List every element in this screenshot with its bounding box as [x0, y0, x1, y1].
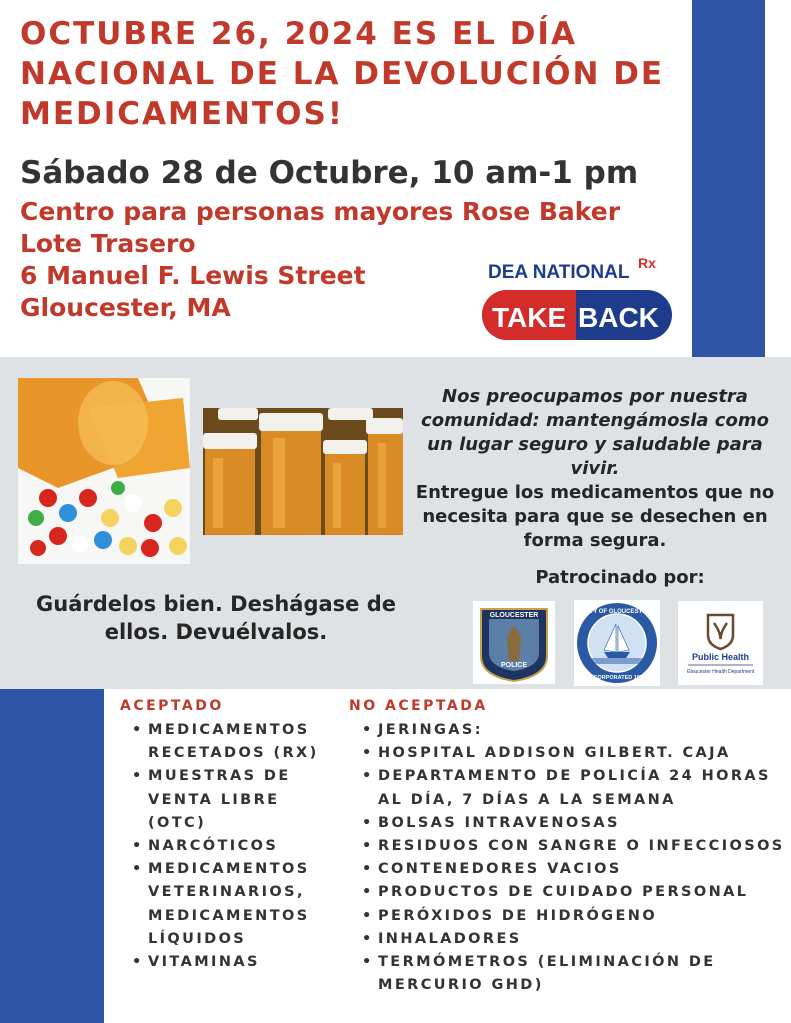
svg-text:Public Health: Public Health	[691, 652, 750, 662]
list-item: • NARCÓTICOS	[130, 835, 340, 858]
list-item: • RESIDUOS CON SANGRE O INFECCIOSOS	[360, 835, 788, 858]
address-line-street: 6 Manuel F. Lewis Street	[20, 261, 366, 290]
svg-text:POLICE: POLICE	[500, 662, 528, 669]
logo-rx: Rx	[638, 255, 656, 271]
blue-accent-bar-bottom	[0, 689, 104, 1023]
list-item: • PRODUCTOS DE CUIDADO PERSONAL	[360, 881, 788, 904]
motto: Guárdelos bien. Deshágase de ellos. Devuélvalos.	[36, 592, 396, 644]
accepted-list	[130, 719, 340, 974]
logo-back: BACK	[578, 302, 659, 333]
list-item: • HOSPITAL ADDISON GILBERT. CAJA	[360, 742, 788, 765]
dea-takeback-logo	[478, 246, 678, 346]
gloucester-police-badge	[473, 601, 555, 684]
list-item: • BOLSAS INTRAVENOSAS	[360, 812, 788, 835]
headline: OCTUBRE 26, 2024 ES EL DÍA NACIONAL DE LA DEVOLUCIÓN DE MEDICAMENTOS!	[20, 16, 665, 132]
city-of-gloucester-seal	[574, 600, 660, 686]
address-line-venue: Centro para personas mayores Rose Baker	[20, 197, 621, 226]
list-item: • CONTENEDORES VACIOS	[360, 858, 788, 881]
svg-text:GLOUCESTER: GLOUCESTER	[489, 612, 539, 619]
list-item: • MEDICAMENTOS VETERINARIOS, MEDICAMENTOS LÍQUIDOS	[130, 858, 340, 951]
blue-accent-bar	[692, 0, 765, 357]
not-accepted-heading: NO ACEPTADA	[349, 698, 488, 714]
list-item: • TERMÓMETROS (ELIMINACIÓN DE MERCURIO GHD)	[360, 951, 788, 997]
list-item: • MEDICAMENTOS RECETADOS (RX)	[130, 719, 340, 765]
public-health-logo	[678, 601, 763, 685]
not-accepted-list	[360, 719, 788, 997]
list-item: • MUESTRAS DE VENTA LIBRE (OTC)	[130, 765, 340, 835]
svg-text:INCORPORATED 1873: INCORPORATED 1873	[588, 675, 646, 681]
address-line-city: Gloucester, MA	[20, 293, 231, 322]
sponsored-by-label: Patrocinado por:	[535, 567, 705, 588]
list-item: • JERINGAS:	[360, 719, 788, 742]
accepted-heading: ACEPTADO	[120, 698, 224, 714]
logo-take: TAKE	[492, 302, 567, 333]
logo-line1: DEA NATIONAL	[488, 262, 630, 283]
list-item: • INHALADORES	[360, 928, 788, 951]
event-date-time: Sábado 28 de Octubre, 10 am-1 pm	[20, 155, 639, 191]
list-item: • PERÓXIDOS DE HIDRÓGENO	[360, 905, 788, 928]
message-block	[410, 385, 780, 553]
list-item: • VITAMINAS	[130, 951, 340, 974]
svg-text:Gloucester Health Department: Gloucester Health Department	[686, 669, 755, 675]
spilled-pills-photo	[18, 378, 190, 564]
pill-bottles-photo	[203, 408, 403, 535]
dispose-message: Entregue los medicamentos que no necesita para que se desechen en forma segura.	[415, 482, 775, 551]
list-item: • DEPARTAMENTO DE POLICÍA 24 HORAS AL DÍA, 7 DÍAS A LA SEMANA	[360, 765, 788, 811]
svg-text:CITY OF GLOUCESTER: CITY OF GLOUCESTER	[583, 609, 651, 615]
care-message: Nos preocupamos por nuestra comunidad: mantengámosla como un lugar seguro y saludable para vivir.	[421, 386, 769, 479]
address-line-lot: Lote Trasero	[20, 229, 196, 258]
